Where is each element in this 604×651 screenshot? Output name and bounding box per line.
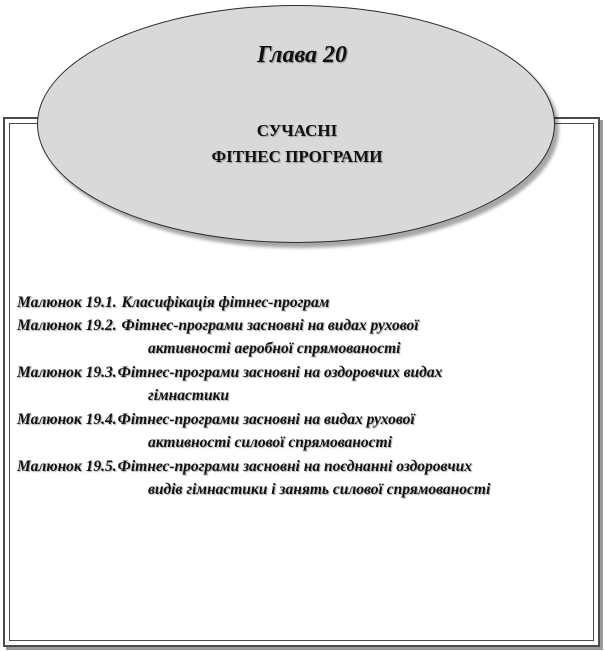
figure-caption: Фітнес-програми засновні на поєднанні оздоровчих xyxy=(117,458,472,475)
figure-caption: Фітнес-програми засновні на видах рухової xyxy=(121,317,419,334)
figure-item-19-4 xyxy=(17,408,587,455)
figure-caption: Фітнес-програми засновні на видах рухової xyxy=(117,411,415,428)
figure-label: Малюнок 19.3. xyxy=(17,364,117,381)
figure-caption: Класифікація фітнес-програм xyxy=(121,294,330,311)
figure-list xyxy=(17,291,587,502)
section-title-line-2: ФІТНЕС ПРОГРАМИ xyxy=(211,147,383,166)
chapter-title: Глава 20 xyxy=(256,42,348,68)
figure-caption-continued: активності аеробної спрямованості xyxy=(148,340,401,357)
figure-item-19-2 xyxy=(17,314,587,361)
figure-label: Малюнок 19.2. xyxy=(17,317,117,334)
figure-item-19-5 xyxy=(17,455,587,502)
figure-caption: Фітнес-програми засновні на оздоровчих видах xyxy=(117,364,443,381)
figure-caption-continued: гімнастики xyxy=(148,387,230,404)
figure-caption-continued: видів гімнастики і занять силової спрямованості xyxy=(148,481,491,498)
figure-label: Малюнок 19.4. xyxy=(17,411,117,428)
figure-label: Малюнок 19.1. xyxy=(17,294,117,311)
figure-caption-continued: активності силової спрямованості xyxy=(148,434,392,451)
figure-item-19-3 xyxy=(17,361,587,408)
figure-item-19-1 xyxy=(17,291,587,314)
figure-label: Малюнок 19.5. xyxy=(17,458,117,475)
section-title-line-1: СУЧАСНІ xyxy=(256,121,338,140)
section-title xyxy=(0,118,594,170)
